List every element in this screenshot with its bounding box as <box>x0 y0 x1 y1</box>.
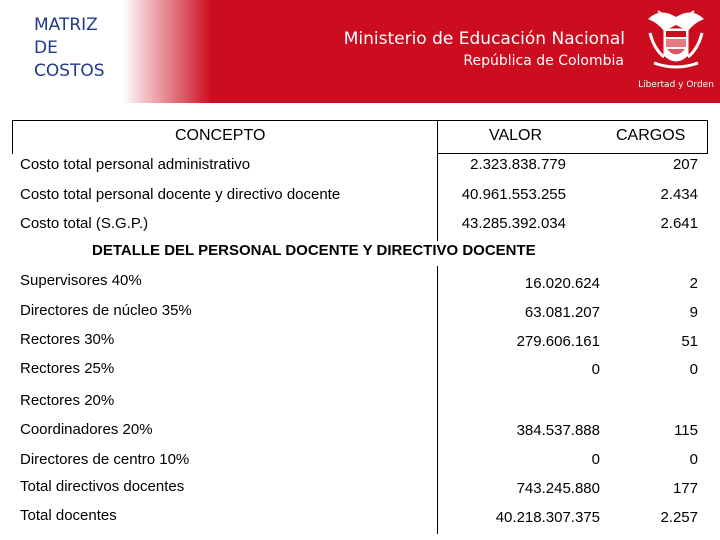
detail-row-6-concept: Coordinadores 20% <box>20 421 153 438</box>
header-bottom-line <box>437 153 708 154</box>
detail-row-1-charges: 2 <box>689 275 698 292</box>
summary-row-2-value: 40.961.553.255 <box>461 186 566 203</box>
colombia-coat-of-arms-icon <box>640 5 712 77</box>
ministry-name: Ministerio de Educación Nacional <box>343 29 625 49</box>
republic-name: República de Colombia <box>463 53 624 69</box>
title-line-2: DE <box>34 38 58 58</box>
detail-row-4-value: 0 <box>591 361 600 378</box>
detail-row-9-charges: 2.257 <box>660 509 698 526</box>
detail-row-8-concept: Total directivos docentes <box>20 478 185 495</box>
page-title <box>34 14 124 83</box>
motto: Libertad y Orden <box>638 80 714 90</box>
detail-row-7-value: 0 <box>591 451 600 468</box>
table-border-right <box>707 120 708 154</box>
title-line-3: COSTOS <box>34 61 105 81</box>
table-border-left <box>12 120 13 154</box>
detail-row-9-value: 40.218.307.375 <box>495 509 600 526</box>
detail-row-7-charges: 0 <box>689 451 698 468</box>
detail-row-8-value: 743.245.880 <box>516 480 600 497</box>
summary-row-3-charges: 2.641 <box>660 215 698 232</box>
detail-row-8-charges: 177 <box>672 480 698 497</box>
column-header-value: VALOR <box>489 127 543 144</box>
cost-matrix-table <box>12 120 708 534</box>
summary-row-3-value: 43.285.392.034 <box>461 215 566 232</box>
detail-row-2-charges: 9 <box>689 304 698 321</box>
summary-row-2-concept: Costo total personal docente y directivo docente <box>20 186 341 203</box>
summary-row-1-value: 2.323.838.779 <box>470 156 566 173</box>
detail-row-9-concept: Total docentes <box>20 507 117 524</box>
detail-row-5-concept: Rectores 20% <box>20 392 115 409</box>
detail-row-2-concept: Directores de núcleo 35% <box>20 302 192 319</box>
summary-row-3-concept: Costo total (S.G.P.) <box>20 215 149 232</box>
detail-section-title: DETALLE DEL PERSONAL DOCENTE Y DIRECTIVO DOCENTE <box>92 242 536 259</box>
detail-row-4-concept: Rectores 25% <box>20 360 115 377</box>
title-line-1: MATRIZ <box>34 15 98 35</box>
detail-row-6-value: 384.537.888 <box>516 422 600 439</box>
detail-row-3-concept: Rectores 30% <box>20 331 115 348</box>
detail-row-1-concept: Supervisores 40% <box>20 272 142 289</box>
header-divider-left <box>437 120 438 154</box>
detail-row-7-concept: Directores de centro 10% <box>20 451 190 468</box>
detail-row-6-charges: 115 <box>674 422 698 439</box>
column-header-charges: CARGOS <box>616 127 686 144</box>
table-border-top <box>12 120 708 121</box>
detail-row-1-value: 16.020.624 <box>524 275 600 292</box>
column-header-concept: CONCEPTO <box>175 127 266 144</box>
detail-row-4-charges: 0 <box>689 361 698 378</box>
detail-row-3-value: 279.606.161 <box>516 333 600 350</box>
detail-row-3-charges: 51 <box>681 333 698 350</box>
summary-row-1-charges: 207 <box>672 156 698 173</box>
summary-row-1-concept: Costo total personal administrativo <box>20 156 251 173</box>
summary-row-2-charges: 2.434 <box>660 186 698 203</box>
detail-row-2-value: 63.081.207 <box>524 304 600 321</box>
ministry-banner <box>122 0 633 103</box>
